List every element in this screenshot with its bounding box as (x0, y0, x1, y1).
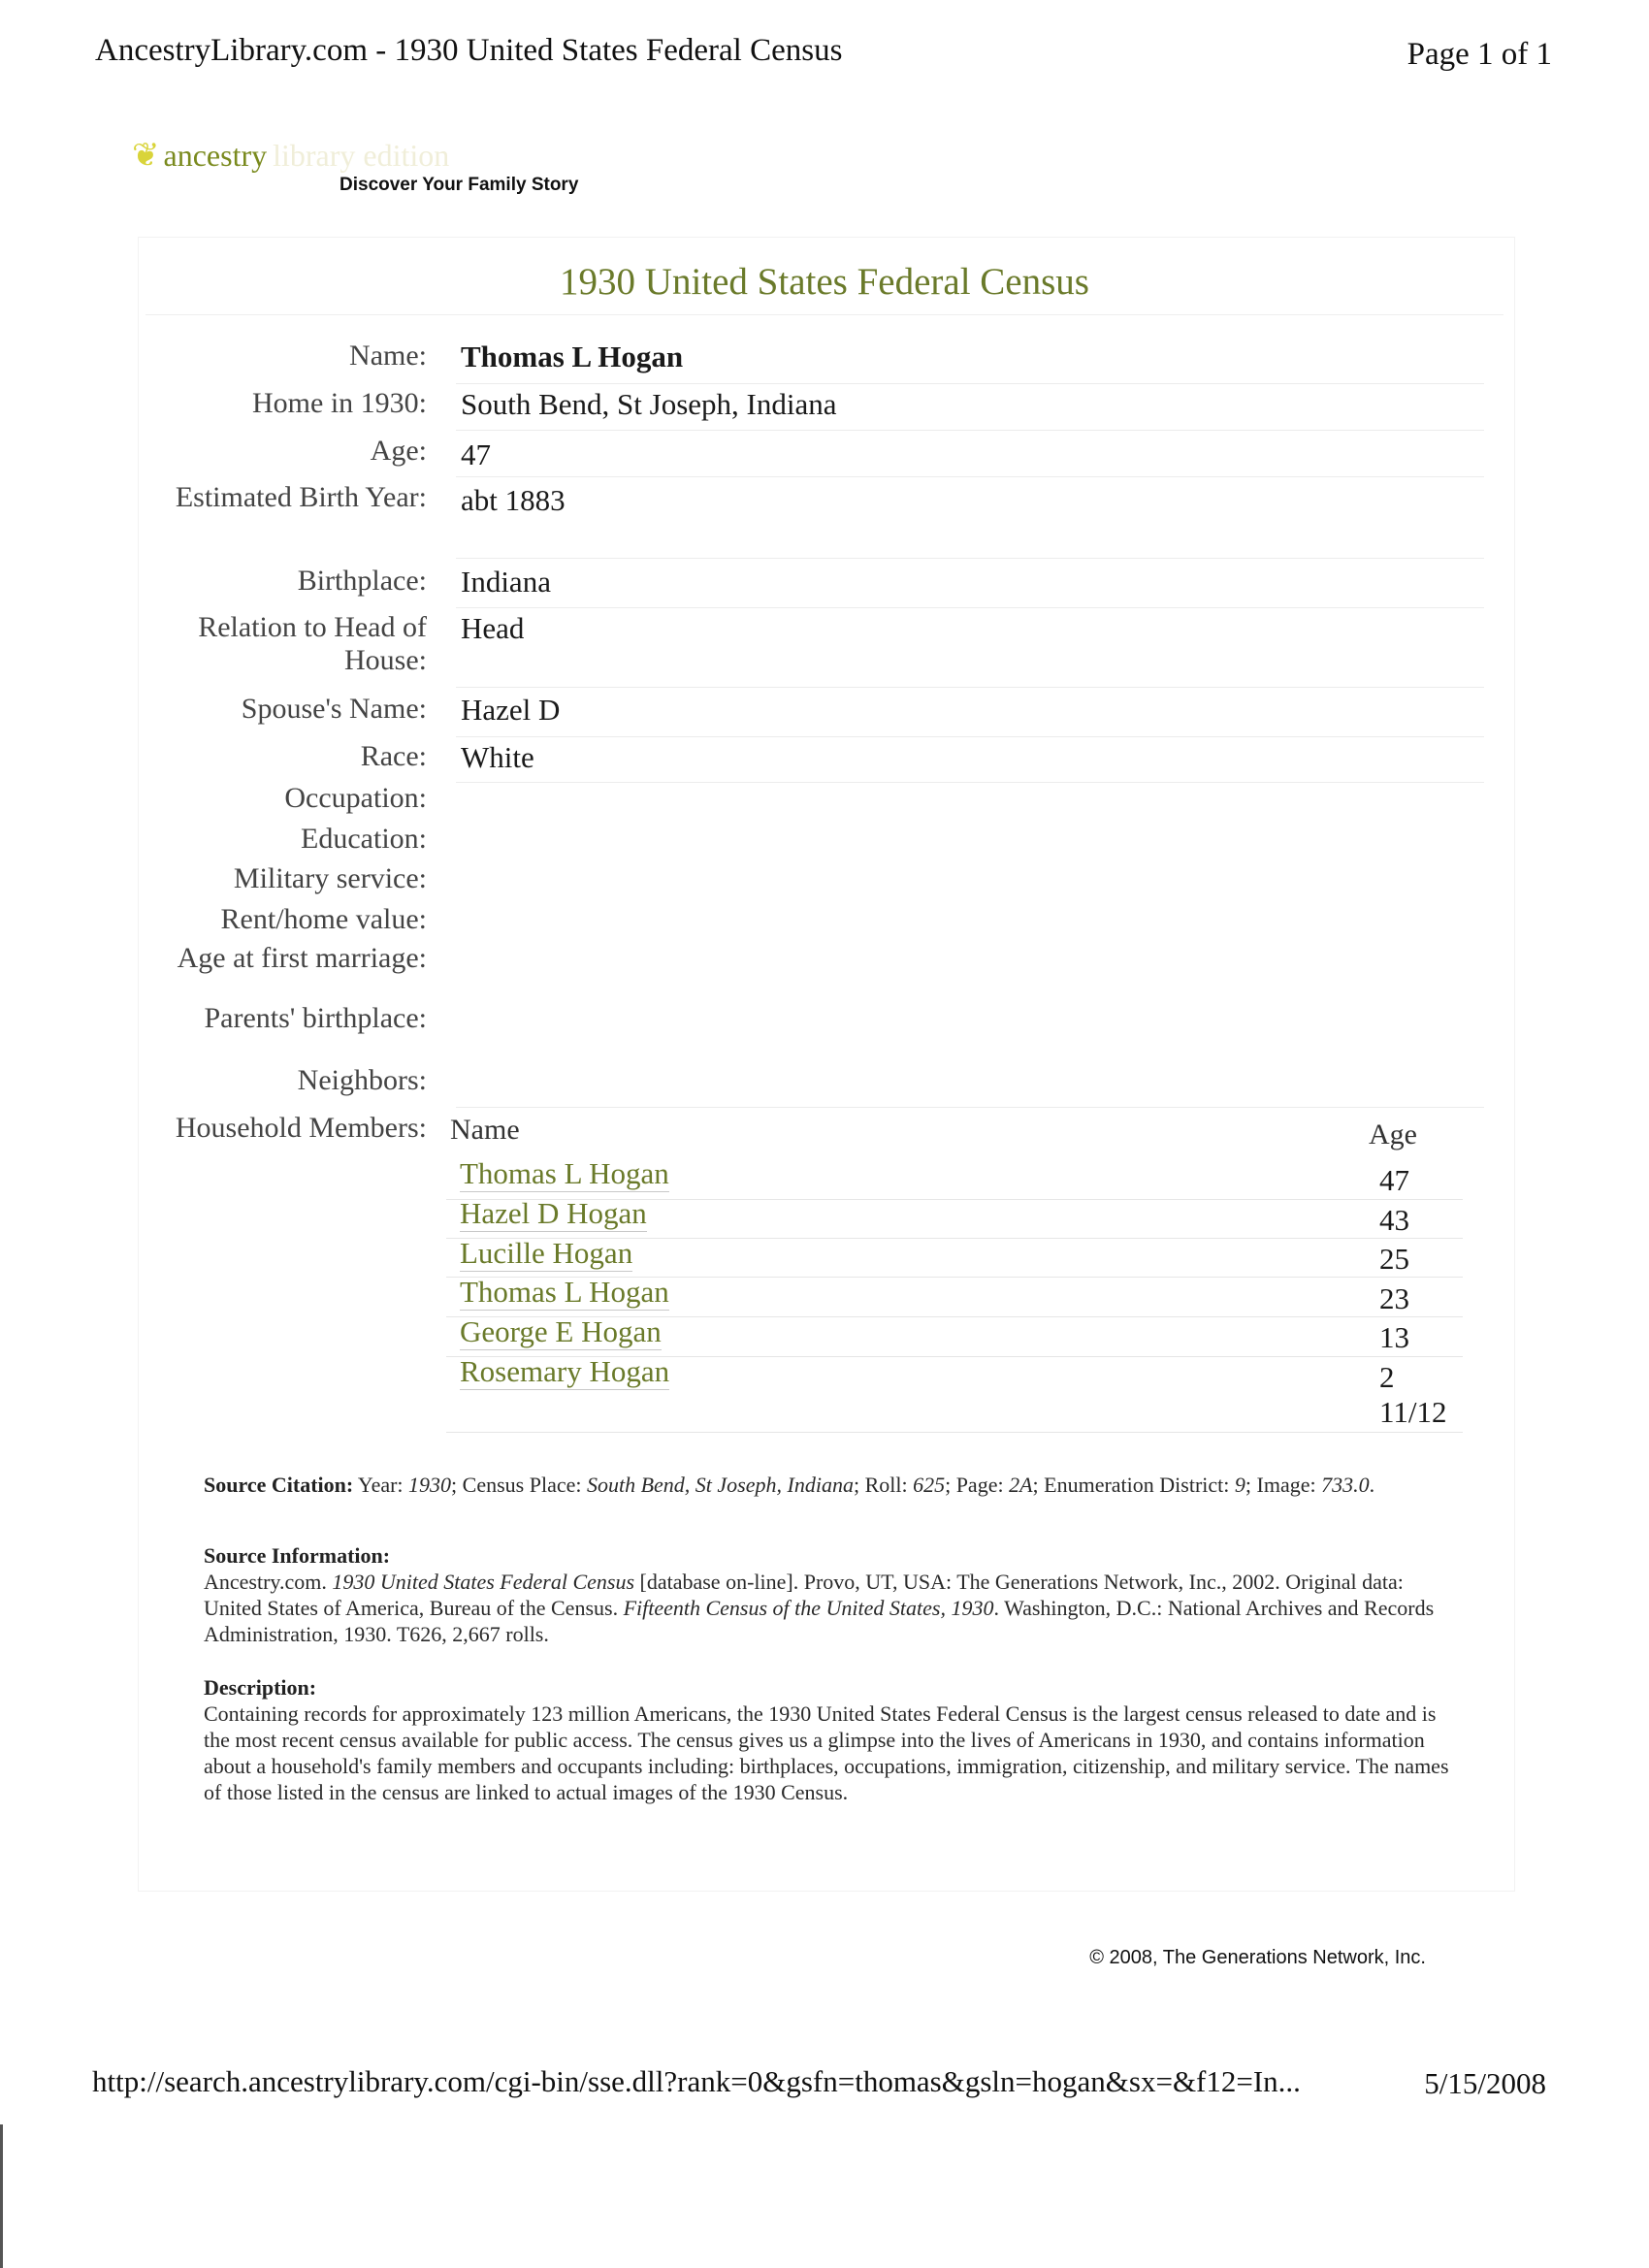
info-part1: Ancestry.com. (204, 1570, 327, 1594)
divider (446, 1432, 1463, 1433)
household-member-age: 25 (1379, 1242, 1409, 1276)
field-value-spouse: Hazel D (461, 693, 561, 727)
citation-image-label: ; Image: (1245, 1473, 1316, 1497)
ancestry-logo[interactable] (132, 136, 449, 175)
field-value-birthplace: Indiana (461, 565, 551, 599)
citation-roll-label: ; Roll: (853, 1473, 908, 1497)
divider (456, 430, 1484, 431)
source-information (204, 1542, 1465, 1647)
info-census: Fifteenth Census of the United States, 1930 (623, 1596, 994, 1620)
divider (456, 476, 1484, 477)
citation-roll: 625 (913, 1473, 946, 1497)
field-value-birth-year: abt 1883 (461, 483, 566, 517)
print-footer-url: http://search.ancestrylibrary.com/cgi-bin/sse.dll?rank=0&gsfn=thomas&gsln=hogan&sx=&f12=In... (92, 2064, 1301, 2098)
divider (456, 782, 1484, 783)
info-part3: . Washington, D.C.: National Archives and Records Administration, 1930. T626, 2,667 rolls. (204, 1596, 1435, 1646)
field-label-occupation: Occupation: (284, 782, 427, 814)
field-value-home: South Bend, St Joseph, Indiana (461, 387, 837, 421)
field-label-relation: Relation to Head of House: (198, 611, 427, 676)
info-database: 1930 United States Federal Census (332, 1570, 635, 1594)
field-value-race: White (461, 740, 534, 774)
household-member-link[interactable]: Thomas L Hogan (460, 1156, 669, 1190)
field-label-military: Military service: (233, 862, 427, 894)
field-label-name: Name: (349, 340, 427, 372)
field-label-rent: Rent/home value: (220, 903, 427, 935)
field-value-name: Thomas L Hogan (461, 340, 684, 373)
citation-place: South Bend, St Joseph, Indiana (586, 1473, 854, 1497)
description-label: Description: (204, 1675, 317, 1700)
household-member-link[interactable]: Rosemary Hogan (460, 1354, 670, 1388)
divider (456, 1107, 1484, 1108)
info-part2: [database on-line]. Provo, UT, USA: The Generations Network, Inc., 2002. Original data: United States of America, Bureau of the Census. (204, 1570, 1404, 1620)
field-value-age: 47 (461, 437, 491, 471)
household-member-age: 13 (1379, 1320, 1409, 1354)
description (204, 1674, 1465, 1805)
field-value-relation: Head (461, 611, 525, 645)
household-member-link[interactable]: George E Hogan (460, 1314, 662, 1348)
divider (456, 736, 1484, 737)
logo-text: ancestry (163, 138, 268, 173)
divider (456, 607, 1484, 608)
field-label-birth-year: Estimated Birth Year: (175, 481, 427, 513)
divider (456, 383, 1484, 384)
logo-faint-text: library edition (273, 138, 450, 173)
field-label-race: Race: (360, 740, 427, 772)
household-label: Household Members: (175, 1112, 427, 1144)
household-age-header: Age (1369, 1118, 1417, 1150)
household-member-age: 43 (1379, 1203, 1409, 1237)
citation-place-label: ; Census Place: (451, 1473, 582, 1497)
citation-page-label: ; Page: (945, 1473, 1004, 1497)
divider (456, 558, 1484, 559)
citation-page: 2A (1009, 1473, 1033, 1497)
leaf-icon: ❦ (132, 138, 160, 174)
household-member-link[interactable]: Lucille Hogan (460, 1236, 633, 1270)
print-header-title: AncestryLibrary.com - 1930 United States Federal Census (95, 33, 843, 68)
source-citation: Source Citation: Year: 1930; Census Place: South Bend, St Joseph, Indiana; Roll: 625; Page: 2A; Enumeration District: 9; Image: 733.0. (204, 1473, 1375, 1497)
citation-ed: 9 (1234, 1473, 1245, 1497)
title-divider (146, 314, 1504, 315)
print-footer-date: 5/15/2008 (1424, 2066, 1546, 2100)
description-text: Containing records for approximately 123 million Americans, the 1930 United States Federal Census is the largest census released to date and is the most recent census available for public access. The census gives us a glimpse into the lives of Americans in 1930, and contains information about a household's family members and occupants including: birthplaces, occupations, immigration, citizenship, and military service. The names of those listed in the census are linked to actual images of the 1930 Census. (204, 1701, 1449, 1804)
household-member-age: 2 (1379, 1360, 1395, 1394)
citation-year-label: Year: (357, 1473, 404, 1497)
source-information-label: Source Information: (204, 1543, 391, 1568)
citation-image: 733.0 (1321, 1473, 1370, 1497)
household-member-age-fraction: 11/12 (1379, 1395, 1447, 1429)
tagline: Discover Your Family Story (340, 175, 579, 195)
household-member-link[interactable]: Thomas L Hogan (460, 1275, 669, 1309)
household-member-age: 23 (1379, 1281, 1409, 1315)
household-member-link[interactable]: Hazel D Hogan (460, 1196, 647, 1230)
field-label-first-marriage: Age at first marriage: (177, 942, 427, 974)
source-citation-label: Source Citation: (204, 1473, 354, 1497)
field-label-birthplace: Birthplace: (297, 565, 427, 597)
household-member-age: 47 (1379, 1163, 1409, 1197)
divider (456, 687, 1484, 688)
citation-year: 1930 (408, 1473, 452, 1497)
field-label-age: Age: (370, 435, 427, 467)
print-header-page: Page 1 of 1 (1406, 37, 1552, 72)
field-label-education: Education: (301, 823, 427, 855)
citation-ed-label: ; Enumeration District: (1032, 1473, 1230, 1497)
field-label-spouse: Spouse's Name: (241, 693, 427, 725)
copyright: © 2008, The Generations Network, Inc. (1089, 1947, 1426, 1968)
record-title: 1930 United States Federal Census (560, 261, 1089, 303)
field-label-parents-birthplace: Parents' birthplace: (204, 1002, 427, 1034)
field-label-home: Home in 1930: (252, 387, 427, 419)
scan-edge (0, 2124, 11, 2268)
field-label-neighbors: Neighbors: (297, 1064, 427, 1096)
household-name-header: Name (450, 1114, 520, 1146)
